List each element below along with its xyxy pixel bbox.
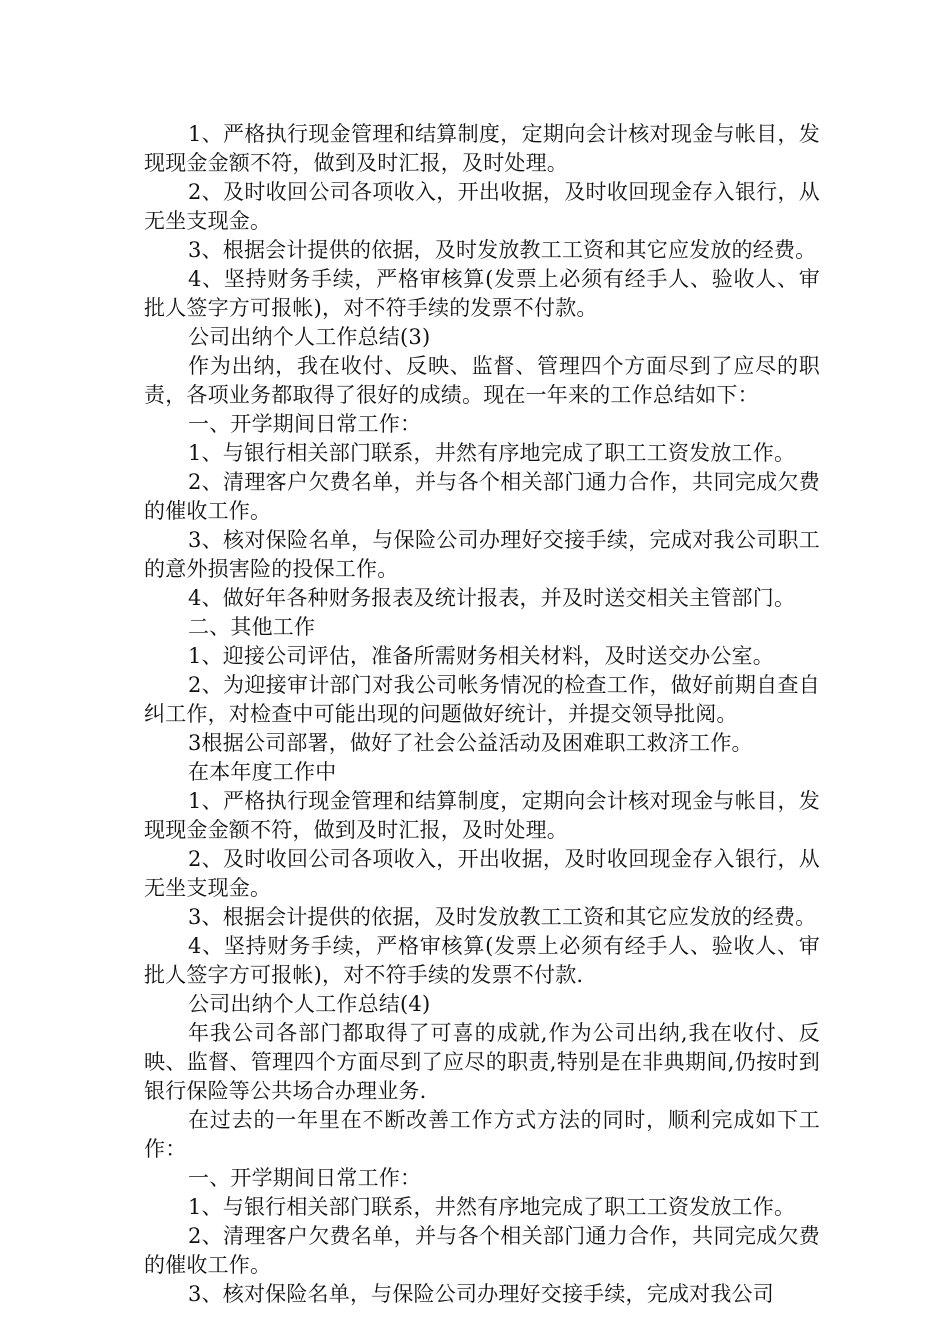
paragraph: 4、坚持财务手续，严格审核算(发票上必须有经手人、验收人、审批人签字方可报帐)，对不符手续的发票不付款。 (144, 267, 820, 320)
paragraph: 1、严格执行现金管理和结算制度，定期向会计核对现金与帐目，发现现金金额不符，做到及时汇报，及时处理。 (144, 789, 820, 842)
subsection-heading: 在本年度工作中 (188, 760, 337, 784)
paragraph: 年我公司各部门都取得了可喜的成就,作为公司出纳,我在收付、反映、监督、管理四个方面尽到了应尽的职责,特别是在非典期间,仍按时到银行保险等公共场合办理业务. (144, 1021, 820, 1103)
paragraph: 3、核对保险名单，与保险公司办理好交接手续，完成对我公司 (188, 1282, 774, 1306)
paragraph: 3、根据会计提供的依据，及时发放教工工资和其它应发放的经费。 (188, 905, 817, 929)
paragraph: 3、根据会计提供的依据，及时发放教工工资和其它应发放的经费。 (188, 238, 817, 262)
document-body (144, 120, 820, 1309)
paragraph: 在过去的一年里在不断改善工作方式方法的同时，顺利完成如下工作： (144, 1108, 820, 1161)
paragraph: 1、迎接公司评估，准备所需财务相关材料，及时送交办公室。 (188, 644, 774, 668)
subsection-heading: 一、开学期间日常工作： (188, 1166, 422, 1190)
paragraph: 2、清理客户欠费名单，并与各个相关部门通力合作，共同完成欠费的催收工作。 (144, 470, 820, 523)
paragraph: 2、及时收回公司各项收入，开出收据，及时收回现金存入银行，从无坐支现金。 (144, 847, 820, 900)
paragraph: 作为出纳，我在收付、反映、监督、管理四个方面尽到了应尽的职责，各项业务都取得了很好的成绩。现在一年来的工作总结如下： (144, 354, 820, 407)
section-heading: 公司出纳个人工作总结(3) (188, 325, 431, 349)
section-heading: 公司出纳个人工作总结(4) (188, 992, 431, 1016)
paragraph: 2、为迎接审计部门对我公司帐务情况的检查工作，做好前期自查自纠工作，对检查中可能出现的问题做好统计，并提交领导批阅。 (144, 673, 820, 726)
paragraph: 1、与银行相关部门联系，井然有序地完成了职工工资发放工作。 (188, 1195, 796, 1219)
paragraph: 4、坚持财务手续，严格审核算(发票上必须有经手人、验收人、审批人签字方可报帐)，对不符手续的发票不付款. (144, 934, 820, 987)
paragraph: 3、核对保险名单，与保险公司办理好交接手续，完成对我公司职工的意外损害险的投保工作。 (144, 528, 820, 581)
paragraph: 3根据公司部署，做好了社会公益活动及困难职工救济工作。 (188, 731, 753, 755)
paragraph: 4、做好年各种财务报表及统计报表，并及时送交相关主管部门。 (188, 586, 796, 610)
paragraph: 2、清理客户欠费名单，并与各个相关部门通力合作，共同完成欠费的催收工作。 (144, 1224, 820, 1277)
paragraph: 2、及时收回公司各项收入，开出收据，及时收回现金存入银行，从无坐支现金。 (144, 180, 820, 233)
paragraph: 1、严格执行现金管理和结算制度，定期向会计核对现金与帐目，发现现金金额不符，做到及时汇报，及时处理。 (144, 122, 820, 175)
paragraph: 1、与银行相关部门联系，井然有序地完成了职工工资发放工作。 (188, 441, 796, 465)
subsection-heading: 一、开学期间日常工作： (188, 412, 422, 436)
subsection-heading: 二、其他工作 (188, 615, 316, 639)
